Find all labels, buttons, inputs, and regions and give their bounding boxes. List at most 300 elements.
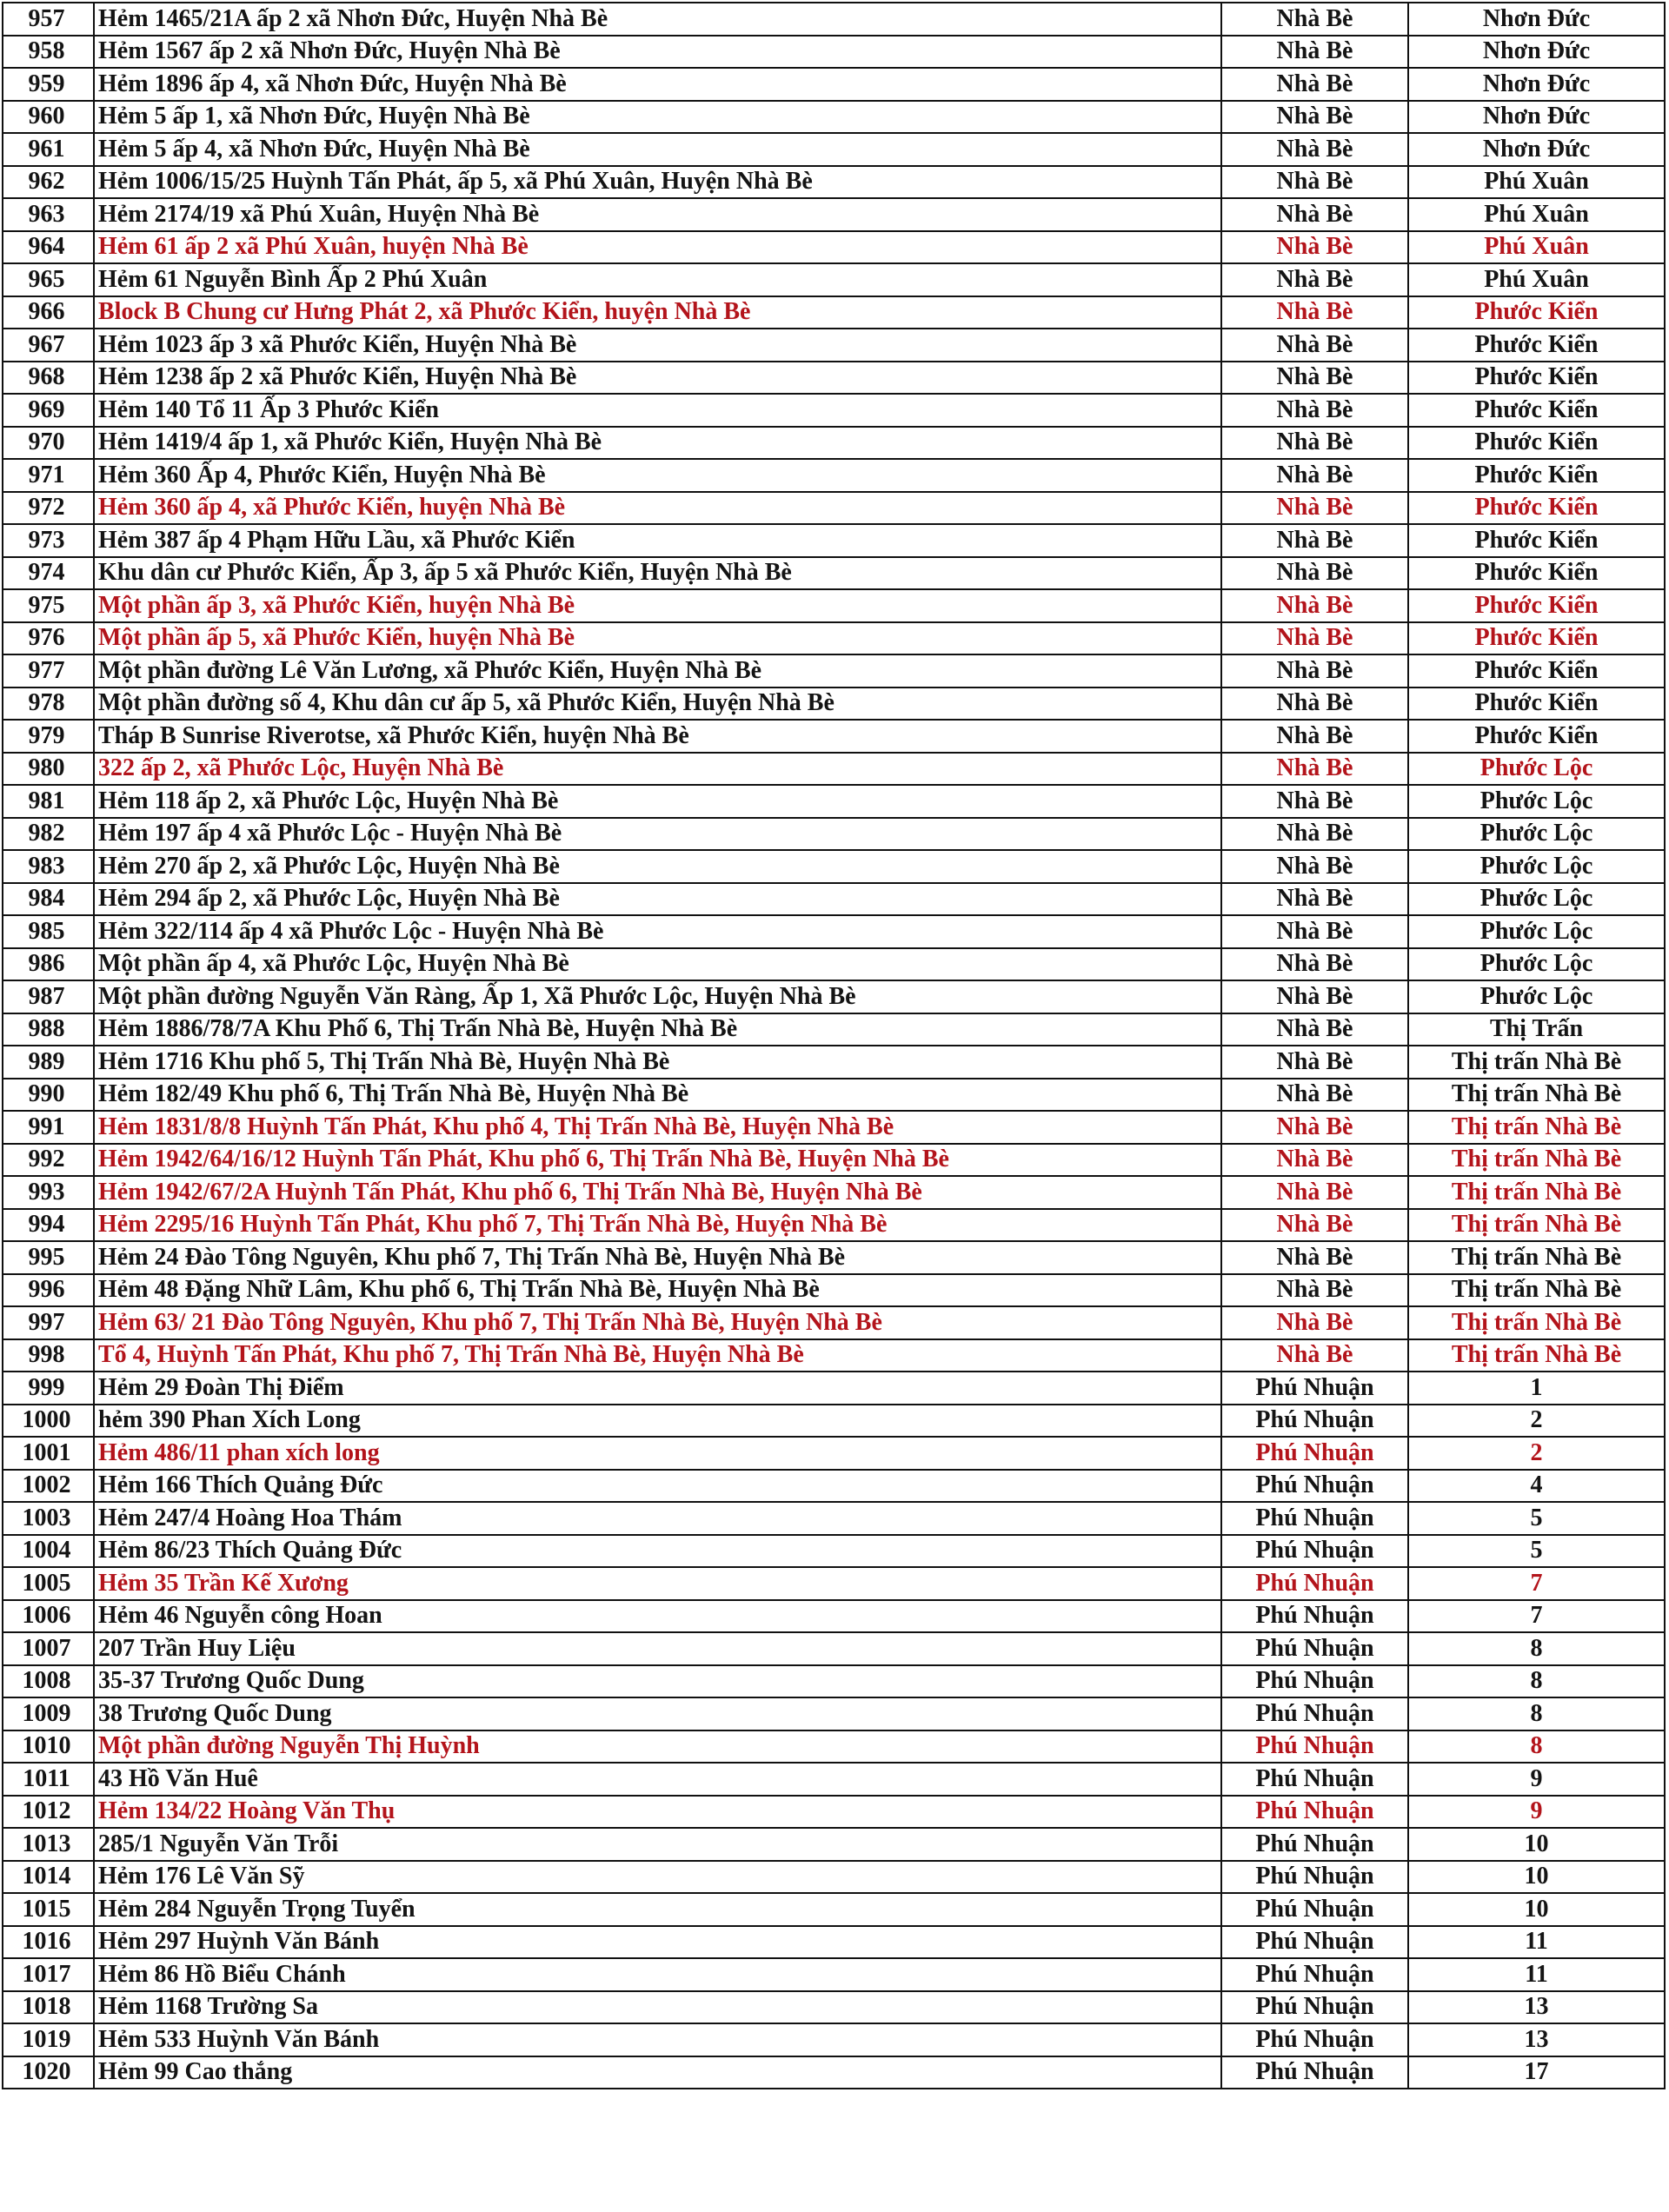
address-cell: Block B Chung cư Hưng Phát 2, xã Phước Kiển, huyện Nhà Bè bbox=[94, 296, 1221, 329]
row-number-cell: 959 bbox=[3, 68, 94, 101]
table-row bbox=[3, 1470, 1665, 1503]
address-cell: Hẻm 86 Hồ Biểu Chánh bbox=[94, 1958, 1221, 1991]
row-number-cell: 960 bbox=[3, 101, 94, 134]
ward-cell: 8 bbox=[1408, 1697, 1665, 1730]
address-cell: Hẻm 284 Nguyễn Trọng Tuyển bbox=[94, 1893, 1221, 1926]
address-cell: Hẻm 533 Huỳnh Văn Bánh bbox=[94, 2023, 1221, 2056]
address-cell: Hẻm 1023 ấp 3 xã Phước Kiển, Huyện Nhà Bè bbox=[94, 329, 1221, 362]
table-row bbox=[3, 459, 1665, 492]
table-row bbox=[3, 1991, 1665, 2024]
table-row bbox=[3, 36, 1665, 69]
ward-cell: Phước Kiển bbox=[1408, 688, 1665, 721]
table-row bbox=[3, 2023, 1665, 2056]
ward-cell: Phú Xuân bbox=[1408, 166, 1665, 199]
row-number-cell: 975 bbox=[3, 589, 94, 622]
district-cell: Phú Nhuận bbox=[1221, 1470, 1408, 1503]
district-cell: Phú Nhuận bbox=[1221, 1893, 1408, 1926]
row-number-cell: 969 bbox=[3, 394, 94, 427]
district-cell: Nhà Bè bbox=[1221, 36, 1408, 69]
row-number-cell: 976 bbox=[3, 622, 94, 655]
row-number-cell: 1010 bbox=[3, 1730, 94, 1764]
row-number-cell: 968 bbox=[3, 362, 94, 395]
address-cell: Hẻm 166 Thích Quảng Đức bbox=[94, 1470, 1221, 1503]
district-cell: Nhà Bè bbox=[1221, 492, 1408, 525]
row-number-cell: 995 bbox=[3, 1241, 94, 1274]
table-row bbox=[3, 654, 1665, 688]
district-cell: Nhà Bè bbox=[1221, 459, 1408, 492]
address-cell: Hẻm 35 Trần Kế Xương bbox=[94, 1567, 1221, 1600]
table-row bbox=[3, 1437, 1665, 1470]
district-cell: Phú Nhuận bbox=[1221, 1828, 1408, 1861]
ward-cell: 8 bbox=[1408, 1730, 1665, 1764]
row-number-cell: 964 bbox=[3, 231, 94, 264]
district-cell: Nhà Bè bbox=[1221, 68, 1408, 101]
address-cell: Hẻm 134/22 Hoàng Văn Thụ bbox=[94, 1796, 1221, 1829]
ward-cell: Thị trấn Nhà Bè bbox=[1408, 1209, 1665, 1242]
row-number-cell: 978 bbox=[3, 688, 94, 721]
address-cell: Khu dân cư Phước Kiển, Ấp 3, ấp 5 xã Phước Kiển, Huyện Nhà Bè bbox=[94, 557, 1221, 590]
address-cell: Hẻm 360 Ấp 4, Phước Kiển, Huyện Nhà Bè bbox=[94, 459, 1221, 492]
district-cell: Phú Nhuận bbox=[1221, 1697, 1408, 1730]
table-row bbox=[3, 1665, 1665, 1698]
ward-cell: Phước Kiển bbox=[1408, 492, 1665, 525]
row-number-cell: 963 bbox=[3, 198, 94, 231]
table-row bbox=[3, 1535, 1665, 1568]
row-number-cell: 1007 bbox=[3, 1632, 94, 1665]
ward-cell: 9 bbox=[1408, 1796, 1665, 1829]
table-row bbox=[3, 101, 1665, 134]
district-cell: Nhà Bè bbox=[1221, 1046, 1408, 1079]
table-row bbox=[3, 850, 1665, 883]
ward-cell: Phước Lộc bbox=[1408, 948, 1665, 981]
row-number-cell: 985 bbox=[3, 915, 94, 948]
row-number-cell: 966 bbox=[3, 296, 94, 329]
row-number-cell: 1016 bbox=[3, 1926, 94, 1959]
address-cell: hẻm 390 Phan Xích Long bbox=[94, 1405, 1221, 1438]
district-cell: Nhà Bè bbox=[1221, 622, 1408, 655]
ward-cell: 4 bbox=[1408, 1470, 1665, 1503]
ward-cell: Phước Kiển bbox=[1408, 427, 1665, 460]
table-row bbox=[3, 427, 1665, 460]
address-cell: Hẻm 1168 Trường Sa bbox=[94, 1991, 1221, 2024]
ward-cell: Phước Lộc bbox=[1408, 980, 1665, 1013]
address-cell: 207 Trần Huy Liệu bbox=[94, 1632, 1221, 1665]
district-cell: Nhà Bè bbox=[1221, 883, 1408, 916]
row-number-cell: 988 bbox=[3, 1013, 94, 1046]
table-row bbox=[3, 1176, 1665, 1209]
table-row bbox=[3, 1079, 1665, 1112]
row-number-cell: 992 bbox=[3, 1144, 94, 1177]
ward-cell: 9 bbox=[1408, 1763, 1665, 1796]
district-cell: Nhà Bè bbox=[1221, 362, 1408, 395]
district-cell: Nhà Bè bbox=[1221, 231, 1408, 264]
district-cell: Nhà Bè bbox=[1221, 1111, 1408, 1144]
address-table-body bbox=[3, 3, 1665, 2089]
row-number-cell: 1012 bbox=[3, 1796, 94, 1829]
address-cell: Hẻm 1942/64/16/12 Huỳnh Tấn Phát, Khu phố 6, Thị Trấn Nhà Bè, Huyện Nhà Bè bbox=[94, 1144, 1221, 1177]
row-number-cell: 1018 bbox=[3, 1991, 94, 2024]
ward-cell: 11 bbox=[1408, 1926, 1665, 1959]
row-number-cell: 989 bbox=[3, 1046, 94, 1079]
row-number-cell: 998 bbox=[3, 1339, 94, 1372]
row-number-cell: 979 bbox=[3, 720, 94, 753]
address-cell: Hẻm 1238 ấp 2 xã Phước Kiển, Huyện Nhà Bè bbox=[94, 362, 1221, 395]
address-cell: Hẻm 5 ấp 4, xã Nhơn Đức, Huyện Nhà Bè bbox=[94, 133, 1221, 166]
address-table bbox=[2, 2, 1666, 2089]
row-number-cell: 977 bbox=[3, 654, 94, 688]
table-row bbox=[3, 198, 1665, 231]
row-number-cell: 1004 bbox=[3, 1535, 94, 1568]
ward-cell: Phú Xuân bbox=[1408, 198, 1665, 231]
table-row bbox=[3, 1697, 1665, 1730]
address-cell: Một phần ấp 3, xã Phước Kiển, huyện Nhà Bè bbox=[94, 589, 1221, 622]
district-cell: Nhà Bè bbox=[1221, 1339, 1408, 1372]
district-cell: Nhà Bè bbox=[1221, 1079, 1408, 1112]
table-row bbox=[3, 980, 1665, 1013]
row-number-cell: 981 bbox=[3, 785, 94, 818]
address-cell: Hẻm 247/4 Hoàng Hoa Thám bbox=[94, 1502, 1221, 1535]
ward-cell: Phước Lộc bbox=[1408, 883, 1665, 916]
district-cell: Nhà Bè bbox=[1221, 688, 1408, 721]
table-row bbox=[3, 1405, 1665, 1438]
ward-cell: Phước Kiển bbox=[1408, 329, 1665, 362]
address-cell: Hẻm 48 Đặng Nhữ Lâm, Khu phố 6, Thị Trấn Nhà Bè, Huyện Nhà Bè bbox=[94, 1274, 1221, 1307]
table-row bbox=[3, 3, 1665, 36]
table-row bbox=[3, 1339, 1665, 1372]
address-cell: Một phần đường Lê Văn Lương, xã Phước Kiển, Huyện Nhà Bè bbox=[94, 654, 1221, 688]
row-number-cell: 1000 bbox=[3, 1405, 94, 1438]
table-row bbox=[3, 68, 1665, 101]
district-cell: Nhà Bè bbox=[1221, 3, 1408, 36]
ward-cell: Phước Lộc bbox=[1408, 818, 1665, 851]
row-number-cell: 967 bbox=[3, 329, 94, 362]
table-row bbox=[3, 362, 1665, 395]
district-cell: Phú Nhuận bbox=[1221, 1372, 1408, 1405]
address-cell: 43 Hồ Văn Huê bbox=[94, 1763, 1221, 1796]
row-number-cell: 970 bbox=[3, 427, 94, 460]
ward-cell: Phước Kiển bbox=[1408, 557, 1665, 590]
district-cell: Nhà Bè bbox=[1221, 263, 1408, 296]
district-cell: Nhà Bè bbox=[1221, 1209, 1408, 1242]
row-number-cell: 993 bbox=[3, 1176, 94, 1209]
table-row bbox=[3, 394, 1665, 427]
address-cell: Hẻm 63/ 21 Đào Tông Nguyên, Khu phố 7, Thị Trấn Nhà Bè, Huyện Nhà Bè bbox=[94, 1306, 1221, 1339]
address-cell: Một phần ấp 5, xã Phước Kiển, huyện Nhà Bè bbox=[94, 622, 1221, 655]
address-cell: Hẻm 99 Cao thắng bbox=[94, 2056, 1221, 2089]
ward-cell: 10 bbox=[1408, 1861, 1665, 1894]
table-row bbox=[3, 915, 1665, 948]
district-cell: Nhà Bè bbox=[1221, 818, 1408, 851]
district-cell: Nhà Bè bbox=[1221, 133, 1408, 166]
ward-cell: Nhơn Đức bbox=[1408, 36, 1665, 69]
row-number-cell: 965 bbox=[3, 263, 94, 296]
ward-cell: Thị trấn Nhà Bè bbox=[1408, 1176, 1665, 1209]
address-cell: Tháp B Sunrise Riverotse, xã Phước Kiển, huyện Nhà Bè bbox=[94, 720, 1221, 753]
district-cell: Phú Nhuận bbox=[1221, 1958, 1408, 1991]
district-cell: Phú Nhuận bbox=[1221, 1502, 1408, 1535]
district-cell: Nhà Bè bbox=[1221, 654, 1408, 688]
ward-cell: 13 bbox=[1408, 1991, 1665, 2024]
ward-cell: 2 bbox=[1408, 1405, 1665, 1438]
district-cell: Nhà Bè bbox=[1221, 1176, 1408, 1209]
district-cell: Nhà Bè bbox=[1221, 785, 1408, 818]
row-number-cell: 1011 bbox=[3, 1763, 94, 1796]
table-row bbox=[3, 1209, 1665, 1242]
address-cell: Hẻm 1831/8/8 Huỳnh Tấn Phát, Khu phố 4, Thị Trấn Nhà Bè, Huyện Nhà Bè bbox=[94, 1111, 1221, 1144]
address-cell: Hẻm 5 ấp 1, xã Nhơn Đức, Huyện Nhà Bè bbox=[94, 101, 1221, 134]
ward-cell: Phước Kiển bbox=[1408, 720, 1665, 753]
table-row bbox=[3, 1144, 1665, 1177]
table-row bbox=[3, 688, 1665, 721]
ward-cell: 8 bbox=[1408, 1665, 1665, 1698]
address-cell: Hẻm 1567 ấp 2 xã Nhơn Đức, Huyện Nhà Bè bbox=[94, 36, 1221, 69]
table-row bbox=[3, 296, 1665, 329]
ward-cell: 17 bbox=[1408, 2056, 1665, 2089]
address-cell: 35-37 Trương Quốc Dung bbox=[94, 1665, 1221, 1698]
table-row bbox=[3, 1111, 1665, 1144]
address-cell: Hẻm 1942/67/2A Huỳnh Tấn Phát, Khu phố 6, Thị Trấn Nhà Bè, Huyện Nhà Bè bbox=[94, 1176, 1221, 1209]
ward-cell: Phước Lộc bbox=[1408, 785, 1665, 818]
ward-cell: Nhơn Đức bbox=[1408, 101, 1665, 134]
table-row bbox=[3, 1730, 1665, 1764]
address-cell: Hẻm 387 ấp 4 Phạm Hữu Lầu, xã Phước Kiển bbox=[94, 524, 1221, 557]
ward-cell: Phú Xuân bbox=[1408, 263, 1665, 296]
row-number-cell: 1003 bbox=[3, 1502, 94, 1535]
address-cell: Hẻm 360 ấp 4, xã Phước Kiển, huyện Nhà Bè bbox=[94, 492, 1221, 525]
table-row bbox=[3, 589, 1665, 622]
table-row bbox=[3, 1502, 1665, 1535]
district-cell: Nhà Bè bbox=[1221, 1144, 1408, 1177]
district-cell: Nhà Bè bbox=[1221, 101, 1408, 134]
ward-cell: Phước Lộc bbox=[1408, 915, 1665, 948]
district-cell: Phú Nhuận bbox=[1221, 2023, 1408, 2056]
row-number-cell: 1006 bbox=[3, 1600, 94, 1633]
address-cell: Một phần ấp 4, xã Phước Lộc, Huyện Nhà Bè bbox=[94, 948, 1221, 981]
address-cell: Hẻm 2174/19 xã Phú Xuân, Huyện Nhà Bè bbox=[94, 198, 1221, 231]
table-row bbox=[3, 720, 1665, 753]
row-number-cell: 1008 bbox=[3, 1665, 94, 1698]
row-number-cell: 994 bbox=[3, 1209, 94, 1242]
district-cell: Nhà Bè bbox=[1221, 948, 1408, 981]
ward-cell: Phước Kiển bbox=[1408, 622, 1665, 655]
ward-cell: Nhơn Đức bbox=[1408, 3, 1665, 36]
district-cell: Nhà Bè bbox=[1221, 1274, 1408, 1307]
address-cell: Hẻm 2295/16 Huỳnh Tấn Phát, Khu phố 7, Thị Trấn Nhà Bè, Huyện Nhà Bè bbox=[94, 1209, 1221, 1242]
address-cell: Hẻm 294 ấp 2, xã Phước Lộc, Huyện Nhà Bè bbox=[94, 883, 1221, 916]
address-cell: 285/1 Nguyễn Văn Trỗi bbox=[94, 1828, 1221, 1861]
address-cell: Hẻm 1896 ấp 4, xã Nhơn Đức, Huyện Nhà Bè bbox=[94, 68, 1221, 101]
district-cell: Phú Nhuận bbox=[1221, 1437, 1408, 1470]
table-row bbox=[3, 1241, 1665, 1274]
district-cell: Nhà Bè bbox=[1221, 166, 1408, 199]
address-cell: Tổ 4, Huỳnh Tấn Phát, Khu phố 7, Thị Trấn Nhà Bè, Huyện Nhà Bè bbox=[94, 1339, 1221, 1372]
ward-cell: Nhơn Đức bbox=[1408, 68, 1665, 101]
address-cell: Hẻm 61 Nguyễn Bình Ấp 2 Phú Xuân bbox=[94, 263, 1221, 296]
address-cell: Hẻm 1465/21A ấp 2 xã Nhơn Đức, Huyện Nhà Bè bbox=[94, 3, 1221, 36]
address-cell: Hẻm 1886/78/7A Khu Phố 6, Thị Trấn Nhà Bè, Huyện Nhà Bè bbox=[94, 1013, 1221, 1046]
table-row bbox=[3, 1600, 1665, 1633]
row-number-cell: 996 bbox=[3, 1274, 94, 1307]
table-row bbox=[3, 133, 1665, 166]
ward-cell: Thị trấn Nhà Bè bbox=[1408, 1274, 1665, 1307]
district-cell: Nhà Bè bbox=[1221, 980, 1408, 1013]
ward-cell: Phước Kiển bbox=[1408, 362, 1665, 395]
row-number-cell: 1014 bbox=[3, 1861, 94, 1894]
row-number-cell: 1009 bbox=[3, 1697, 94, 1730]
table-row bbox=[3, 1372, 1665, 1405]
address-cell: Hẻm 182/49 Khu phố 6, Thị Trấn Nhà Bè, Huyện Nhà Bè bbox=[94, 1079, 1221, 1112]
district-cell: Phú Nhuận bbox=[1221, 1535, 1408, 1568]
ward-cell: 11 bbox=[1408, 1958, 1665, 1991]
ward-cell: 2 bbox=[1408, 1437, 1665, 1470]
row-number-cell: 990 bbox=[3, 1079, 94, 1112]
district-cell: Nhà Bè bbox=[1221, 1306, 1408, 1339]
ward-cell: Phước Kiển bbox=[1408, 524, 1665, 557]
district-cell: Phú Nhuận bbox=[1221, 1763, 1408, 1796]
address-cell: Hẻm 1419/4 ấp 1, xã Phước Kiển, Huyện Nhà Bè bbox=[94, 427, 1221, 460]
district-cell: Nhà Bè bbox=[1221, 589, 1408, 622]
district-cell: Phú Nhuận bbox=[1221, 1991, 1408, 2024]
district-cell: Nhà Bè bbox=[1221, 1013, 1408, 1046]
table-row bbox=[3, 557, 1665, 590]
district-cell: Nhà Bè bbox=[1221, 394, 1408, 427]
district-cell: Phú Nhuận bbox=[1221, 1796, 1408, 1829]
ward-cell: 8 bbox=[1408, 1632, 1665, 1665]
ward-cell: 7 bbox=[1408, 1600, 1665, 1633]
address-cell: Hẻm 29 Đoàn Thị Điểm bbox=[94, 1372, 1221, 1405]
address-cell: Hẻm 61 ấp 2 xã Phú Xuân, huyện Nhà Bè bbox=[94, 231, 1221, 264]
address-cell: Hẻm 86/23 Thích Quảng Đức bbox=[94, 1535, 1221, 1568]
ward-cell: Phước Lộc bbox=[1408, 850, 1665, 883]
table-row bbox=[3, 818, 1665, 851]
address-cell: Hẻm 270 ấp 2, xã Phước Lộc, Huyện Nhà Bè bbox=[94, 850, 1221, 883]
row-number-cell: 1015 bbox=[3, 1893, 94, 1926]
district-cell: Nhà Bè bbox=[1221, 524, 1408, 557]
table-row bbox=[3, 753, 1665, 786]
row-number-cell: 991 bbox=[3, 1111, 94, 1144]
address-cell: Hẻm 46 Nguyễn công Hoan bbox=[94, 1600, 1221, 1633]
table-row bbox=[3, 1958, 1665, 1991]
table-row bbox=[3, 524, 1665, 557]
address-cell: Hẻm 118 ấp 2, xã Phước Lộc, Huyện Nhà Bè bbox=[94, 785, 1221, 818]
row-number-cell: 982 bbox=[3, 818, 94, 851]
district-cell: Nhà Bè bbox=[1221, 557, 1408, 590]
ward-cell: 5 bbox=[1408, 1535, 1665, 1568]
row-number-cell: 980 bbox=[3, 753, 94, 786]
ward-cell: Thị trấn Nhà Bè bbox=[1408, 1339, 1665, 1372]
ward-cell: Phước Kiển bbox=[1408, 459, 1665, 492]
ward-cell: 5 bbox=[1408, 1502, 1665, 1535]
table-row bbox=[3, 1828, 1665, 1861]
district-cell: Nhà Bè bbox=[1221, 720, 1408, 753]
district-cell: Nhà Bè bbox=[1221, 198, 1408, 231]
ward-cell: Phước Kiển bbox=[1408, 296, 1665, 329]
ward-cell: Phước Kiển bbox=[1408, 654, 1665, 688]
district-cell: Nhà Bè bbox=[1221, 329, 1408, 362]
table-row bbox=[3, 2056, 1665, 2089]
address-cell: Hẻm 176 Lê Văn Sỹ bbox=[94, 1861, 1221, 1894]
table-row bbox=[3, 1893, 1665, 1926]
address-cell: Hẻm 322/114 ấp 4 xã Phước Lộc - Huyện Nhà Bè bbox=[94, 915, 1221, 948]
row-number-cell: 987 bbox=[3, 980, 94, 1013]
row-number-cell: 1020 bbox=[3, 2056, 94, 2089]
table-row bbox=[3, 263, 1665, 296]
row-number-cell: 961 bbox=[3, 133, 94, 166]
table-row bbox=[3, 1861, 1665, 1894]
address-cell: Một phần đường Nguyễn Văn Ràng, Ấp 1, Xã Phước Lộc, Huyện Nhà Bè bbox=[94, 980, 1221, 1013]
row-number-cell: 962 bbox=[3, 166, 94, 199]
table-row bbox=[3, 948, 1665, 981]
district-cell: Nhà Bè bbox=[1221, 915, 1408, 948]
ward-cell: Thị trấn Nhà Bè bbox=[1408, 1079, 1665, 1112]
ward-cell: Phước Lộc bbox=[1408, 753, 1665, 786]
address-cell: Hẻm 1006/15/25 Huỳnh Tấn Phát, ấp 5, xã Phú Xuân, Huyện Nhà Bè bbox=[94, 166, 1221, 199]
ward-cell: Phú Xuân bbox=[1408, 231, 1665, 264]
row-number-cell: 986 bbox=[3, 948, 94, 981]
ward-cell: 10 bbox=[1408, 1893, 1665, 1926]
address-cell: Một phần đường số 4, Khu dân cư ấp 5, xã Phước Kiển, Huyện Nhà Bè bbox=[94, 688, 1221, 721]
table-row bbox=[3, 329, 1665, 362]
address-cell: Một phần đường Nguyễn Thị Huỳnh bbox=[94, 1730, 1221, 1764]
table-row bbox=[3, 785, 1665, 818]
district-cell: Phú Nhuận bbox=[1221, 1567, 1408, 1600]
row-number-cell: 1001 bbox=[3, 1437, 94, 1470]
ward-cell: 10 bbox=[1408, 1828, 1665, 1861]
district-cell: Phú Nhuận bbox=[1221, 1861, 1408, 1894]
district-cell: Nhà Bè bbox=[1221, 1241, 1408, 1274]
table-row bbox=[3, 1046, 1665, 1079]
table-row bbox=[3, 492, 1665, 525]
ward-cell: Thị trấn Nhà Bè bbox=[1408, 1144, 1665, 1177]
row-number-cell: 973 bbox=[3, 524, 94, 557]
address-cell: Hẻm 297 Huỳnh Văn Bánh bbox=[94, 1926, 1221, 1959]
row-number-cell: 983 bbox=[3, 850, 94, 883]
row-number-cell: 997 bbox=[3, 1306, 94, 1339]
ward-cell: Thị trấn Nhà Bè bbox=[1408, 1306, 1665, 1339]
ward-cell: Phước Kiển bbox=[1408, 589, 1665, 622]
table-row bbox=[3, 1567, 1665, 1600]
row-number-cell: 984 bbox=[3, 883, 94, 916]
row-number-cell: 1002 bbox=[3, 1470, 94, 1503]
district-cell: Phú Nhuận bbox=[1221, 1730, 1408, 1764]
table-row bbox=[3, 1926, 1665, 1959]
row-number-cell: 1005 bbox=[3, 1567, 94, 1600]
ward-cell: 7 bbox=[1408, 1567, 1665, 1600]
ward-cell: 13 bbox=[1408, 2023, 1665, 2056]
table-row bbox=[3, 1796, 1665, 1829]
table-row bbox=[3, 1013, 1665, 1046]
table-row bbox=[3, 1632, 1665, 1665]
ward-cell: Thị Trấn bbox=[1408, 1013, 1665, 1046]
row-number-cell: 972 bbox=[3, 492, 94, 525]
table-row bbox=[3, 1274, 1665, 1307]
ward-cell: Thị trấn Nhà Bè bbox=[1408, 1111, 1665, 1144]
district-cell: Phú Nhuận bbox=[1221, 1632, 1408, 1665]
district-cell: Phú Nhuận bbox=[1221, 1926, 1408, 1959]
district-cell: Nhà Bè bbox=[1221, 296, 1408, 329]
district-cell: Phú Nhuận bbox=[1221, 2056, 1408, 2089]
table-row bbox=[3, 883, 1665, 916]
address-cell: Hẻm 197 ấp 4 xã Phước Lộc - Huyện Nhà Bè bbox=[94, 818, 1221, 851]
row-number-cell: 974 bbox=[3, 557, 94, 590]
address-cell: Hẻm 24 Đào Tông Nguyên, Khu phố 7, Thị Trấn Nhà Bè, Huyện Nhà Bè bbox=[94, 1241, 1221, 1274]
district-cell: Nhà Bè bbox=[1221, 427, 1408, 460]
table-row bbox=[3, 1763, 1665, 1796]
row-number-cell: 957 bbox=[3, 3, 94, 36]
address-cell: 38 Trương Quốc Dung bbox=[94, 1697, 1221, 1730]
district-cell: Nhà Bè bbox=[1221, 850, 1408, 883]
ward-cell: Thị trấn Nhà Bè bbox=[1408, 1046, 1665, 1079]
